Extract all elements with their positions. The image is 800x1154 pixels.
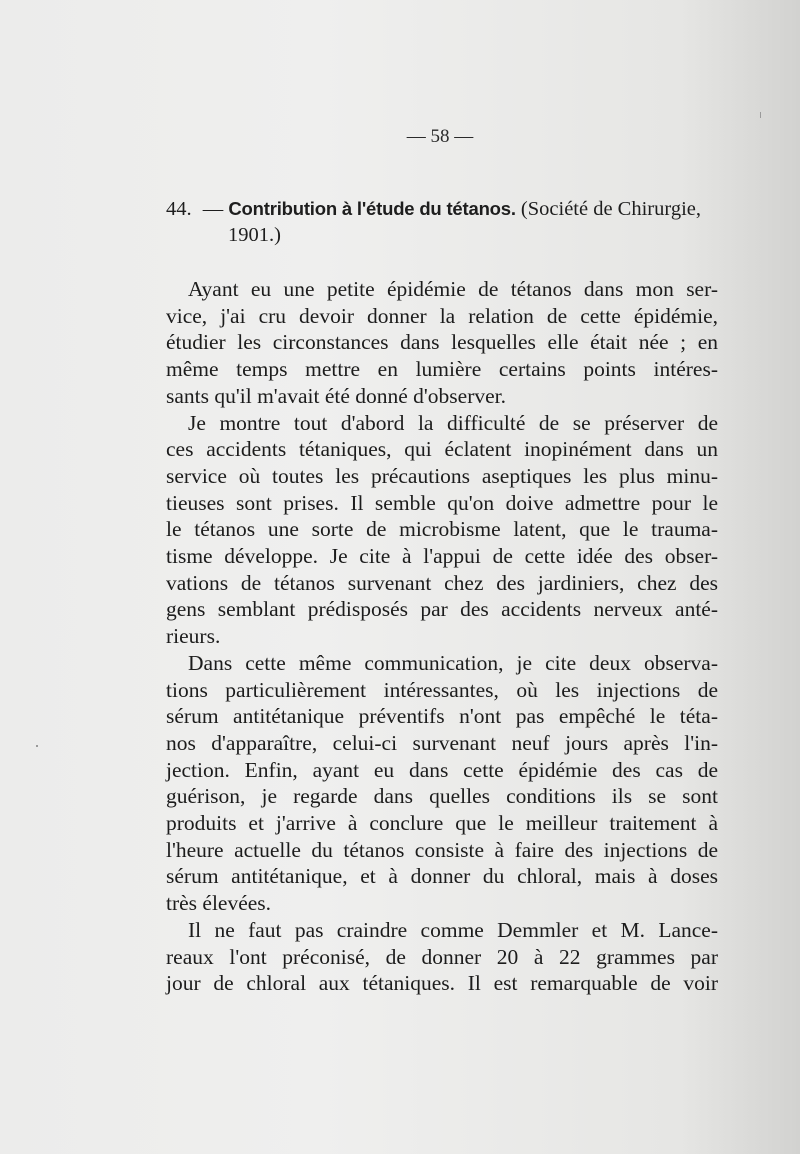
text-line: ces accidents tétaniques, qui éclatent inopinément dans un bbox=[166, 437, 718, 462]
text-line: sérum antitétanique, et à donner du chloral, mais à doses bbox=[166, 864, 718, 889]
paragraph bbox=[166, 917, 718, 997]
paragraph bbox=[166, 276, 718, 410]
text-line: rieurs. bbox=[166, 624, 221, 649]
entry-year: 1901.) bbox=[228, 224, 281, 246]
text-line: tions particulièrement intéressantes, où les injections de bbox=[166, 677, 718, 702]
scan-speck bbox=[36, 745, 38, 747]
text-line: reaux l'ont préconisé, de donner 20 à 22 grammes par bbox=[166, 944, 718, 969]
paragraph bbox=[166, 410, 718, 650]
text-line: sérum antitétanique préventifs n'ont pas empêché le téta- bbox=[166, 704, 718, 729]
text-line: vations de tétanos survenant chez des jardiniers, chez des bbox=[166, 570, 718, 595]
text-line: Dans cette même communication, je cite deux observa- bbox=[188, 650, 718, 675]
text-line: gens semblant prédisposés par des accidents nerveux anté- bbox=[166, 597, 718, 622]
entry-dash: — bbox=[202, 198, 224, 220]
entry-heading-line-1 bbox=[166, 196, 726, 222]
entry-heading bbox=[166, 196, 726, 248]
text-line: jour de chloral aux tétaniques. Il est remarquable de voir bbox=[166, 971, 718, 996]
text-line: Il ne faut pas craindre comme Demmler et M. Lance- bbox=[188, 917, 718, 942]
text-line: très élevées. bbox=[166, 891, 272, 916]
body-text bbox=[166, 276, 718, 997]
page-number: — 58 — bbox=[406, 126, 474, 147]
entry-title: Contribution à l'étude du tétanos. bbox=[228, 198, 516, 219]
scan-speck bbox=[760, 112, 761, 118]
text-line: étudier les circonstances dans lesquelles elle était née ; en bbox=[166, 330, 718, 355]
text-line: produits et j'arrive à conclure que le meilleur traitement à bbox=[166, 811, 718, 836]
text-line: jection. Enfin, ayant eu dans cette épidémie des cas de bbox=[166, 757, 718, 782]
text-line: vice, j'ai cru devoir donner la relation de cette épidémie, bbox=[166, 303, 718, 328]
text-line: guérison, je regarde dans quelles conditions ils se sont bbox=[166, 784, 718, 809]
text-line: sants qu'il m'avait été donné d'observer. bbox=[166, 383, 507, 408]
text-line: Je montre tout d'abord la difficulté de se préserver de bbox=[188, 410, 718, 435]
text-line: service où toutes les précautions aseptiques les plus minu- bbox=[166, 463, 718, 488]
text-line: l'heure actuelle du tétanos consiste à faire des injections de bbox=[166, 837, 718, 862]
entry-source: (Société de Chirurgie, bbox=[520, 198, 702, 220]
text-line: nos d'apparaître, celui-ci survenant neuf jours après l'in- bbox=[166, 730, 718, 755]
text-line: tieuses sont prises. Il semble qu'on doive admettre pour le bbox=[166, 490, 718, 515]
text-line: le tétanos une sorte de microbisme latent, que le trauma- bbox=[166, 517, 718, 542]
text-line: même temps mettre en lumière certains points intéres- bbox=[166, 357, 718, 382]
paragraph bbox=[166, 650, 718, 917]
text-line: tisme développe. Je cite à l'appui de cette idée des obser- bbox=[166, 544, 718, 569]
text-line: Ayant eu une petite épidémie de tétanos dans mon ser- bbox=[188, 277, 718, 301]
entry-number: 44. bbox=[166, 198, 192, 220]
